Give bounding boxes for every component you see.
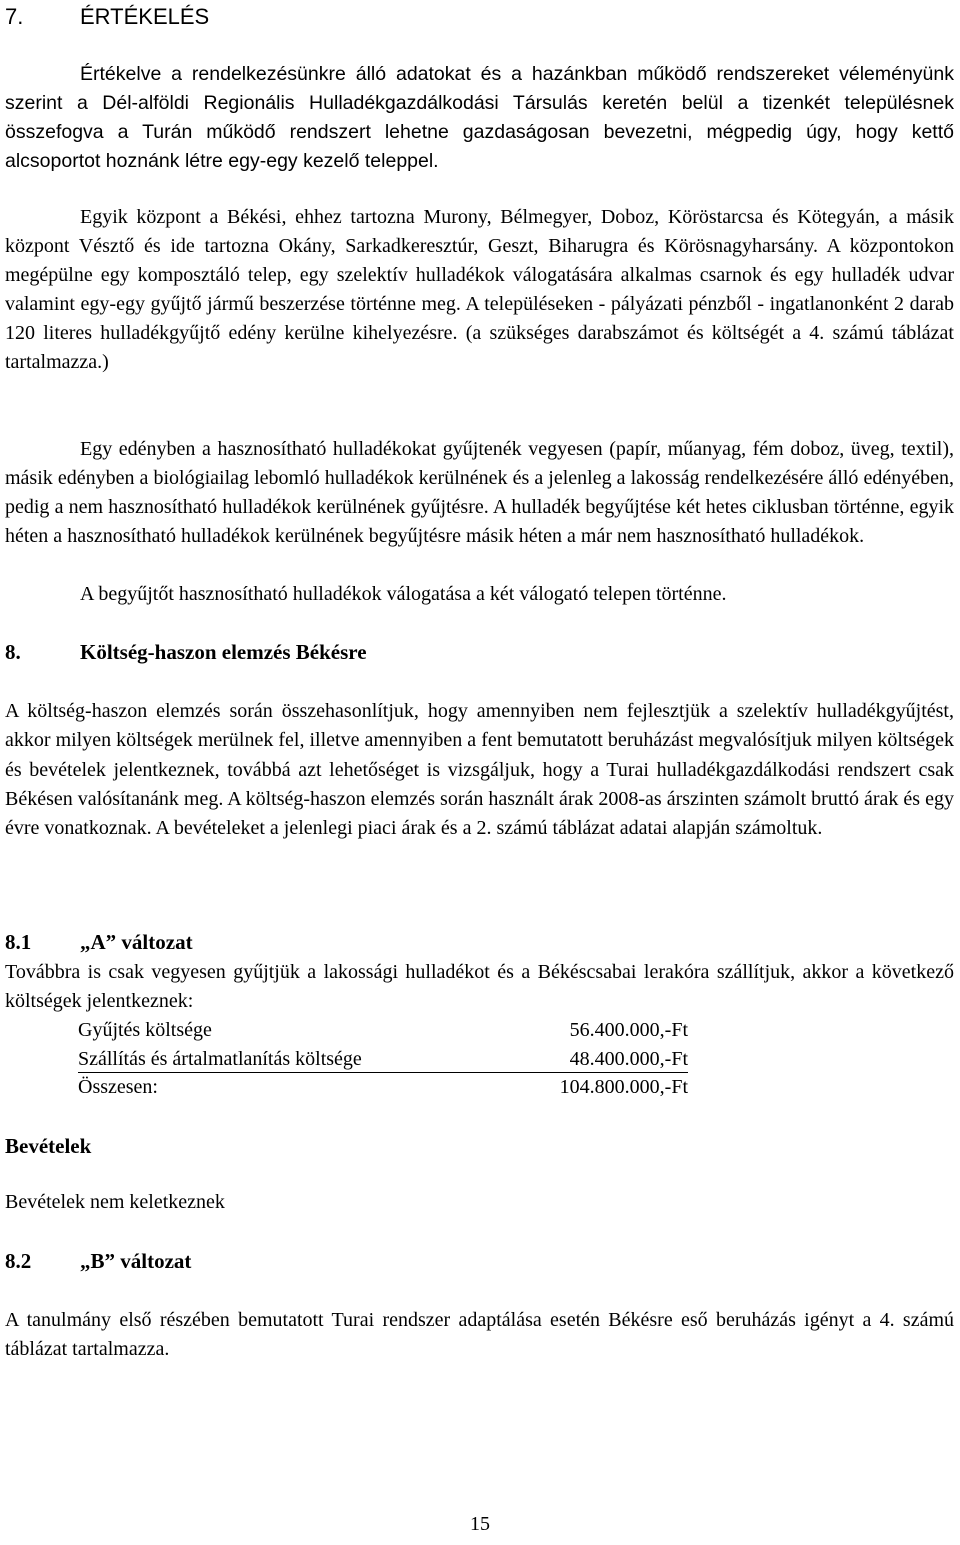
section-7-paragraph-4-text: A begyűjtőt hasznosítható hulladékok válogatása a két válogató telepen történne. (80, 583, 727, 605)
cost-total-amount: 104.800.000,-Ft (559, 1076, 688, 1098)
section-7-paragraph-1-text: Értékelve a rendelkezésünkre álló adatokat és a hazánkban működő rendszereket véleményünk szerint a Dél-alföldi Regionális Hulladékgazdálkodási Társulás keretén belül a tizenkét településnek összefogva a Turán működő rendszert lehetne gazdaságosan bevezetni, mégpedig úgy, hogy kettő alcsoportot hoznánk létre egy-egy kezelő teleppel. (5, 63, 954, 172)
cost-label: Szállítás és ártalmatlanítás költsége (78, 1048, 362, 1070)
cost-row (78, 1016, 688, 1045)
section-7-number: 7. (5, 4, 24, 29)
page-number: 15 (470, 1513, 490, 1535)
section-7-paragraph-2-text: Egyik központ a Békési, ehhez tartozna Murony, Bélmegyer, Doboz, Köröstarcsa és Kötegyán, a másik központ Vésztő és ide tartozna Okány, Sarkadkeresztúr, Geszt, Biharugra és Körösnagyharsány. A központokon megépülne egy komposztáló telep, egy szelektív hulladékok válogatására alkalmas csarnok és egy hulladék udvar valamint egy-egy gyűjtő jármű beszerzése történne meg. A településeken - pályázati pénzből - ingatlanonként 2 darab 120 literes hulladékgyűjtő edény kerülne kihelyezésre. (a szükséges darabszámot és költségét a 4. számú táblázat tartalmazza.) (5, 206, 954, 373)
section-7-paragraph-2 (5, 203, 954, 377)
cost-amount: 56.400.000,-Ft (569, 1019, 688, 1041)
income-heading: Bevételek (5, 1134, 92, 1158)
cost-total-row (78, 1073, 688, 1102)
section-7-paragraph-1 (5, 60, 954, 176)
section-8-1-number: 8.1 (5, 930, 32, 954)
section-8-paragraph: A költség-haszon elemzés során összehasonlítjuk, hogy amennyiben nem fejlesztjük a szelektív hulladékgyűjtést, akkor milyen költségek merülnek fel, illetve amennyiben a fent bemutatott beruházást megvalósítjuk milyen költségek és bevételek jelentkeznek, továbbá azt lehetőséget is vizsgáljuk, hogy a Turai hulladékgazdálkodási rendszert csak Békésen valósítanánk meg. A költség-haszon elemzés során használt árak 2008-as árszinten számolt bruttó árak és egy évre vonatkoznak. A bevételeket a jelenlegi piaci árak és a 2. számú táblázat adatai alapján számoltuk. (5, 700, 954, 840)
section-8-title: Költség-haszon elemzés Békésre (80, 640, 367, 664)
cost-amount: 48.400.000,-Ft (569, 1048, 688, 1070)
section-8-2-title: „B” változat (80, 1249, 192, 1273)
section-8-1-heading (5, 930, 954, 955)
section-7-paragraph-3-text: Egy edényben a hasznosítható hulladékokat gyűjtenék vegyesen (papír, műanyag, fém doboz, üveg, textil), másik edényben a biológiailag lebomló hulladékok kerülnének és a jelenleg a lakosság rendelkezésére álló edényében, pedig a nem hasznosítható hulladékok kerülnének gyűjtésre. A hulladék begyűjtése két hetes ciklusban történne, egyik héten a hasznosítható hulladékok kerülnének begyűjtésre másik héten a már nem hasznosítható hulladékok. (5, 438, 954, 547)
section-8-number: 8. (5, 640, 21, 664)
section-8-2-paragraph: A tanulmány első részében bemutatott Turai rendszer adaptálása esetén Békésre eső beruházás igényt a 4. számú táblázat tartalmazza. (5, 1309, 954, 1360)
section-8-heading (5, 640, 954, 665)
section-7-paragraph-4 (5, 580, 954, 609)
section-8-2-heading (5, 1249, 954, 1274)
cost-label: Gyűjtés költsége (78, 1019, 212, 1041)
section-8-2-number: 8.2 (5, 1249, 32, 1273)
cost-total-label: Összesen: (78, 1076, 158, 1098)
section-8-1-title: „A” változat (80, 930, 193, 954)
section-7-title: ÉRTÉKELÉS (80, 4, 210, 29)
section-8-1-paragraph: Továbbra is csak vegyesen gyűjtjük a lakossági hulladékot és a Békéscsabai lerakóra szállítjuk, akkor a következő költségek jelentkeznek: (5, 961, 954, 1012)
income-text: Bevételek nem keletkeznek (5, 1191, 225, 1213)
cost-list (78, 1016, 688, 1102)
section-7-heading (5, 4, 209, 30)
cost-row (78, 1045, 688, 1073)
section-7-paragraph-3 (5, 435, 954, 551)
